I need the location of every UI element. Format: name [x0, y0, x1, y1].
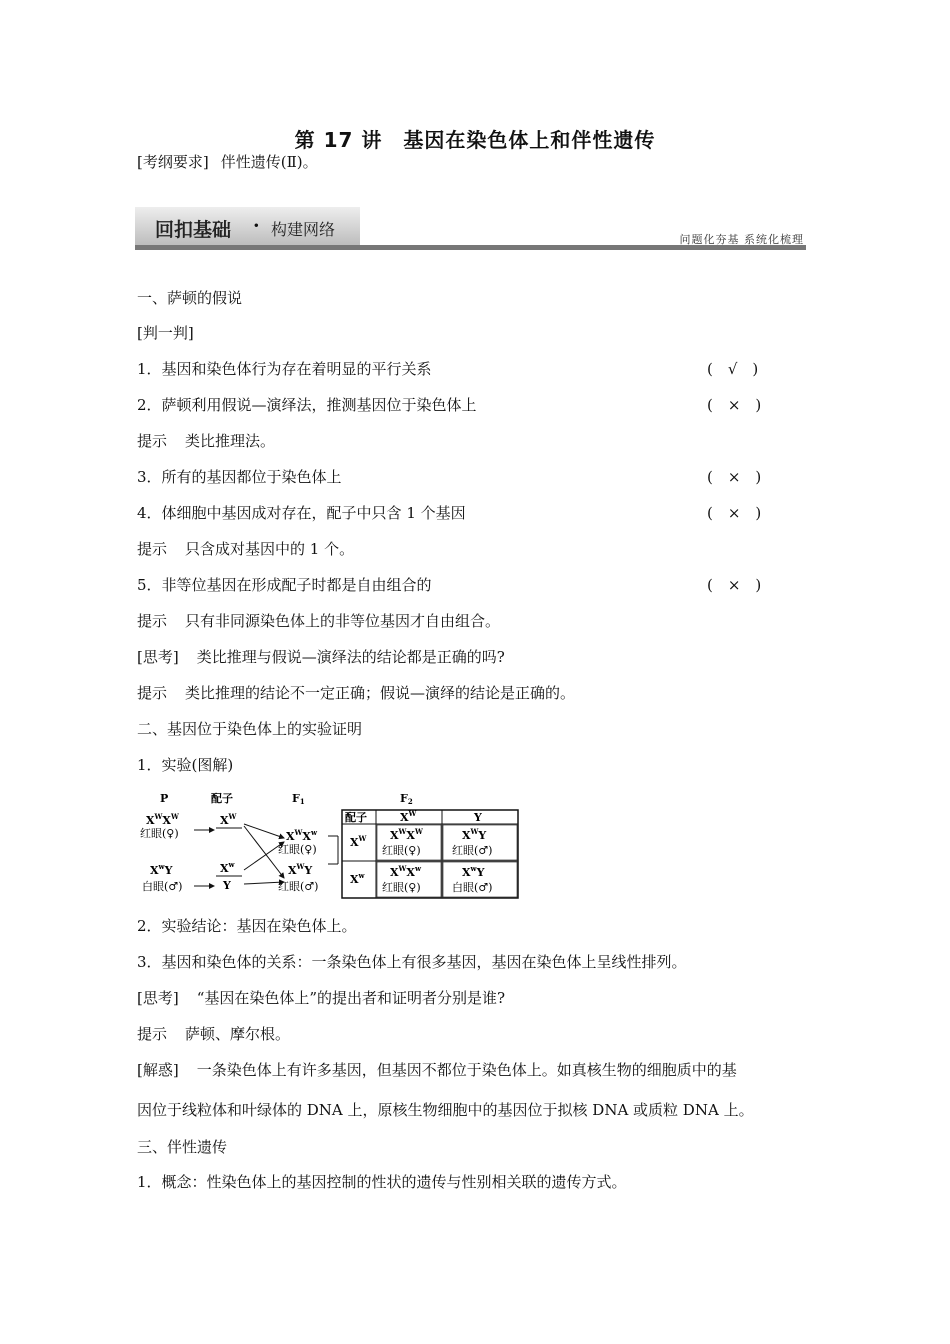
hint-text: 萨顿、摩尔根。 [185, 1025, 291, 1043]
jiehuo-label: [解惑] [137, 1061, 179, 1079]
cell-XWY: $X^WY$ [462, 827, 487, 842]
hint-2 [137, 431, 275, 451]
parent-male-phenotype: 白眼(♂) [142, 880, 183, 893]
label-gamete: 配子 [211, 792, 233, 805]
banner-right-caption: 问题化夯基 系统化梳理 [679, 233, 804, 246]
hint-label: 提示 [137, 540, 168, 558]
f1-female-phenotype: 红眼(♀) [278, 843, 317, 856]
parent-male-genotype: $X^wY$ [150, 862, 173, 877]
table-row-Xw: $X^w$ [350, 871, 365, 886]
f1-male-genotype: $X^WY$ [288, 862, 313, 877]
table-row-XW: $X^W$ [350, 834, 367, 849]
concept: 1．概念：性染色体上的基因控制的性状的遗传与性别相关联的遗传方式。 [137, 1173, 627, 1191]
jiehuo-2: 因位于线粒体和叶绿体的 DNA 上，原核生物细胞中的基因位于拟核 DNA 或质粒 DNA 上。 [137, 1101, 754, 1119]
label-F1: F1 [292, 792, 305, 806]
jiehuo-1 [137, 1060, 737, 1080]
table-col-XW: $X^W$ [400, 809, 417, 824]
section2-heading: 二、基因位于染色体上的实验证明 [137, 720, 363, 738]
label-P: P [160, 792, 169, 805]
answer-1: ( √ ) [707, 360, 759, 378]
section1-heading: 一、萨顿的假说 [137, 289, 243, 307]
hint-label: 提示 [137, 612, 168, 630]
f1-female-genotype: $X^WX^w$ [286, 828, 317, 843]
cell-XWXw-phenotype: 红眼(♀) [382, 881, 421, 894]
banner-dot: · [253, 215, 260, 237]
think-label: [思考] [137, 989, 179, 1007]
question-5: 5．非等位基因在形成配子时都是自由组合的 [137, 576, 432, 594]
experiment-3: 3．基因和染色体的关系：一条染色体上有很多基因，基因在染色体上呈线性排列。 [137, 953, 687, 971]
gamete-Y: Y [223, 879, 231, 892]
hint-label: 提示 [137, 432, 168, 450]
answer-4: ( × ) [707, 504, 762, 522]
table-col-Y: Y [474, 811, 482, 824]
answer-2: ( × ) [707, 396, 762, 414]
hint-text: 只含成对基因中的 1 个。 [185, 540, 355, 558]
label-F2: F2 [400, 792, 413, 806]
hint-text: 类比推理法。 [185, 432, 276, 450]
jiehuo-text-1: 一条染色体上有许多基因，但基因不都位于染色体上。如真核生物的细胞质中的基 [196, 1061, 737, 1079]
question-1: 1．基因和染色体行为存在着明显的平行关系 [137, 360, 432, 378]
syllabus-requirement [137, 152, 318, 172]
hint-label: 提示 [137, 684, 168, 702]
cell-XWXW-phenotype: 红眼(♀) [382, 844, 421, 857]
requirement-label: [考纲要求] [137, 153, 209, 171]
gamete-XW: $X^W$ [220, 812, 237, 827]
cell-XWXW: $X^WX^W$ [390, 827, 423, 842]
hint-4 [137, 539, 354, 559]
cell-XWY-phenotype: 红眼(♂) [452, 844, 493, 857]
judge-label: [判一判] [137, 324, 194, 342]
table-header-gamete: 配子 [345, 811, 367, 824]
think-text: “基因在染色体上”的提出者和证明者分别是谁? [196, 989, 506, 1007]
experiment-1: 1．实验(图解) [137, 756, 234, 774]
cell-XwY-phenotype: 白眼(♂) [452, 881, 493, 894]
answer-5: ( × ) [707, 576, 762, 594]
cell-XwY: $X^wY$ [462, 864, 485, 879]
hint-text: 只有非同源染色体上的非等位基因才自由组合。 [185, 612, 501, 630]
hint-5 [137, 611, 500, 631]
experiment-2: 2．实验结论：基因在染色体上。 [137, 917, 357, 935]
hint-label: 提示 [137, 1025, 168, 1043]
hint-think-2 [137, 1024, 290, 1044]
hint-think-1 [137, 683, 575, 703]
parent-female-phenotype: 红眼(♀) [140, 827, 179, 840]
think-1 [137, 647, 505, 667]
section-banner [135, 207, 806, 251]
answer-3: ( × ) [707, 468, 762, 486]
parent-female-genotype: $X^WX^W$ [146, 812, 179, 827]
banner-main-title: 回扣基础 [155, 219, 232, 241]
gamete-Xw: $X^w$ [220, 860, 235, 875]
think-label: [思考] [137, 648, 179, 666]
question-4: 4．体细胞中基因成对存在，配子中只含 1 个基因 [137, 504, 466, 522]
banner-subtitle: 构建网络 [271, 220, 336, 239]
f1-male-phenotype: 红眼(♂) [278, 880, 319, 893]
think-2 [137, 988, 505, 1008]
question-3: 3．所有的基因都位于染色体上 [137, 468, 342, 486]
think-text: 类比推理与假说—演绎法的结论都是正确的吗? [196, 648, 505, 666]
page-title: 第 17 讲 基因在染色体上和伴性遗传 [294, 128, 656, 152]
question-2: 2．萨顿利用假说—演绎法，推测基因位于染色体上 [137, 396, 477, 414]
cross-diagram [138, 792, 523, 900]
cell-XWXw: $X^WX^w$ [390, 864, 421, 879]
requirement-text: 伴性遗传(Ⅱ)。 [220, 153, 318, 171]
hint-text: 类比推理的结论不一定正确；假说—演绎的结论是正确的。 [185, 684, 576, 702]
section3-heading: 三、伴性遗传 [137, 1138, 228, 1156]
